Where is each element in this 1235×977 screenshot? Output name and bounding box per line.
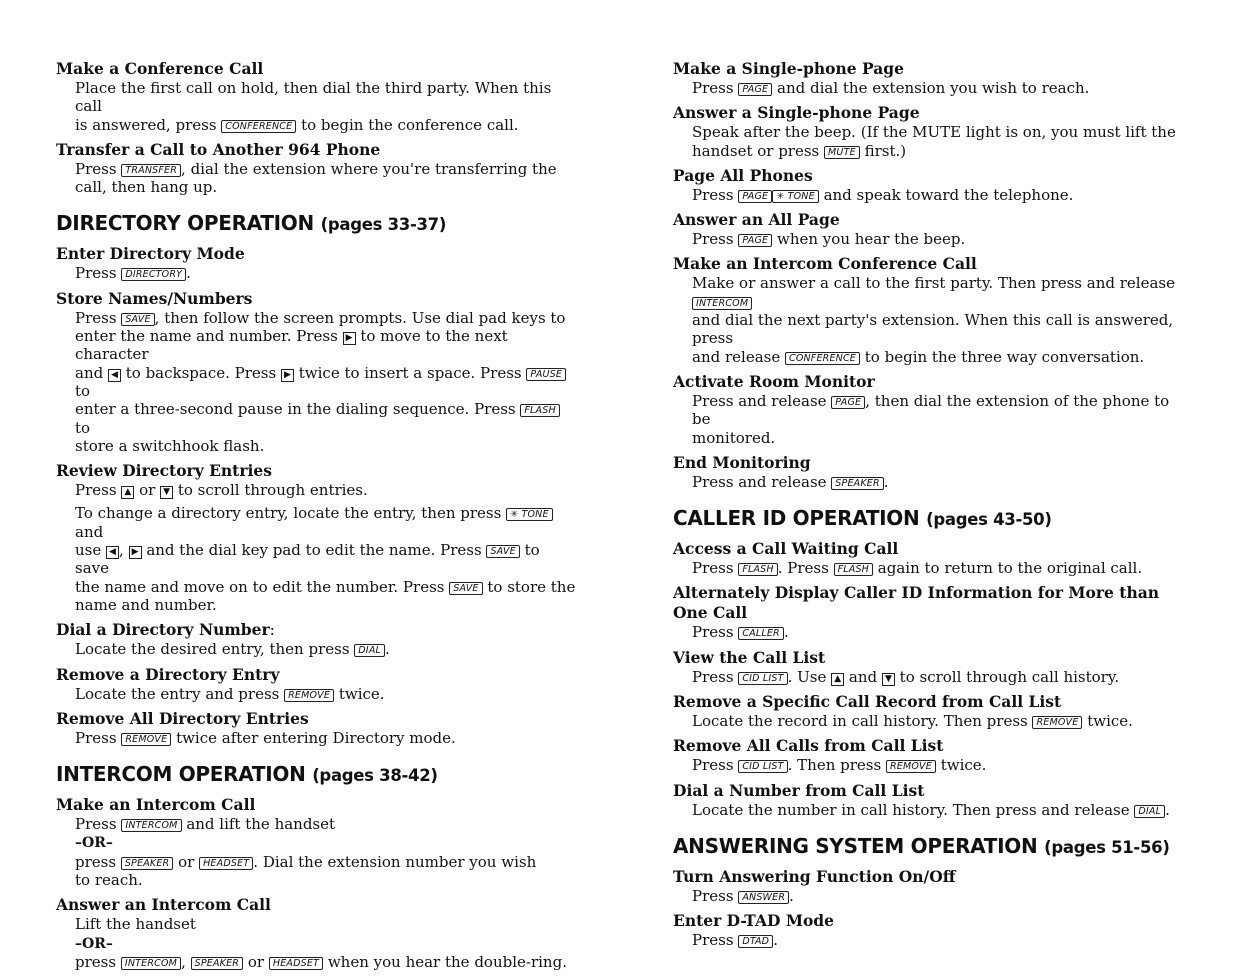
entry-title: Page All Phones xyxy=(673,165,813,185)
instruction-line: name and number. xyxy=(75,595,217,614)
instruction-entry xyxy=(673,911,1188,949)
entry-title: Dial a Directory Number: xyxy=(56,620,275,640)
instruction-entry xyxy=(56,461,576,614)
instruction-entry xyxy=(673,867,1188,905)
entry-title: Turn Answering Function On/Off xyxy=(673,866,956,886)
instruction-line: To change a directory entry, locate the entry, then press ✳ TONE and xyxy=(75,504,576,541)
section-title: DIRECTORY OPERATION xyxy=(56,211,314,236)
instruction-line: use ◀ , ▶ and the dial key pad to edit the name. Press SAVE to save xyxy=(75,541,540,578)
right-column xyxy=(673,59,1188,956)
instruction-paragraph xyxy=(56,264,576,282)
right-arrow-key-icon: ▶ xyxy=(281,369,294,382)
key-label: HEADSET xyxy=(269,957,323,970)
instruction-paragraph xyxy=(673,274,1188,365)
key-label: ✳ TONE xyxy=(506,508,553,521)
instruction-entry xyxy=(56,289,576,455)
instruction-line: Press REMOVE twice after entering Directory mode. xyxy=(75,728,456,747)
entry-title: Answer an Intercom Call xyxy=(56,895,271,915)
instruction-line: Speak after the beep. (If the MUTE light is on, you must lift the xyxy=(692,123,1176,142)
section-pages: (pages 43-50) xyxy=(926,510,1052,530)
instruction-line: Locate the record in call history. Then press REMOVE twice. xyxy=(692,712,1133,731)
key-label: ✳ TONE xyxy=(772,190,819,203)
key-label: TRANSFER xyxy=(121,164,181,177)
instruction-paragraph xyxy=(56,729,576,747)
instruction-entry xyxy=(56,795,576,889)
instruction-paragraph xyxy=(56,160,576,197)
instruction-paragraph xyxy=(673,186,1188,204)
key-label: SPEAKER xyxy=(191,957,244,970)
entry-title: Remove a Specific Call Record from Call List xyxy=(673,692,1062,712)
section-pages: (pages 38-42) xyxy=(312,766,438,786)
key-label: PAUSE xyxy=(526,368,566,381)
instruction-paragraph xyxy=(56,504,576,614)
or-separator: –OR– xyxy=(75,835,113,852)
or-separator: –OR– xyxy=(75,935,113,952)
instruction-paragraph xyxy=(673,230,1188,248)
left-arrow-key-icon: ◀ xyxy=(108,369,121,382)
key-label: REMOVE xyxy=(886,760,936,773)
instruction-line: Press INTERCOM and lift the handset xyxy=(75,815,336,834)
instruction-line: Press CALLER . xyxy=(692,623,789,642)
instruction-line: Press SAVE , then follow the screen prompts. Use dial pad keys to xyxy=(75,308,566,327)
entry-title: Alternately Display Caller ID Information for More than One Call xyxy=(673,583,1160,623)
section-title: ANSWERING SYSTEM OPERATION xyxy=(673,833,1038,858)
instruction-paragraph xyxy=(673,473,1188,491)
instruction-entry xyxy=(673,372,1188,447)
up-arrow-key-icon: ▲ xyxy=(831,673,844,686)
key-label: REMOVE xyxy=(284,689,334,702)
instruction-line: press INTERCOM , SPEAKER or HEADSET when you hear the double-ring. xyxy=(75,952,567,971)
entry-title: Review Directory Entries xyxy=(56,461,272,481)
instruction-line: is answered, press CONFERENCE to begin the conference call. xyxy=(75,115,519,134)
key-label: DTAD xyxy=(738,935,773,948)
instruction-line: and dial the next party's extension. When this call is answered, press xyxy=(692,311,1174,348)
instruction-paragraph xyxy=(56,685,576,703)
key-label: CALLER xyxy=(738,627,784,640)
section-pages: (pages 51-56) xyxy=(1044,837,1170,857)
key-label: SAVE xyxy=(121,313,154,326)
key-label: FLASH xyxy=(738,563,777,576)
left-arrow-key-icon: ◀ xyxy=(106,546,119,559)
entry-title: Make a Single-phone Page xyxy=(673,59,904,78)
instruction-line: Press ▲ or ▼ to scroll through entries. xyxy=(75,481,368,500)
key-label: PAGE xyxy=(738,190,772,203)
instruction-line: Press PAGE and dial the extension you wish to reach. xyxy=(692,79,1090,97)
instruction-entry xyxy=(673,103,1188,160)
instruction-line: Locate the number in call history. Then press and release DIAL . xyxy=(692,800,1170,819)
section-pages: (pages 33-37) xyxy=(320,215,447,235)
entry-title: Make an Intercom Call xyxy=(56,795,256,815)
instruction-paragraph xyxy=(56,815,576,889)
instruction-entry xyxy=(56,244,576,282)
key-label: DIAL xyxy=(1134,805,1165,818)
instruction-line: Press PAGE ✳ TONE and speak toward the telephone. xyxy=(692,185,1074,204)
instruction-paragraph xyxy=(673,392,1188,447)
entry-title: End Monitoring xyxy=(673,452,811,472)
instruction-paragraph xyxy=(673,931,1188,949)
instruction-line: call, then hang up. xyxy=(75,178,218,197)
instruction-line: Locate the entry and press REMOVE twice. xyxy=(75,684,385,703)
instruction-line: store a switchhook flash. xyxy=(75,436,265,455)
key-label: INTERCOM xyxy=(692,297,752,310)
instruction-paragraph xyxy=(56,481,576,499)
entry-title: Enter Directory Mode xyxy=(56,244,245,264)
entry-title: View the Call List xyxy=(673,647,826,667)
key-label: SPEAKER xyxy=(831,477,884,490)
instruction-paragraph xyxy=(56,915,576,971)
instruction-line: to reach. xyxy=(75,871,143,890)
instruction-entry xyxy=(673,583,1188,641)
right-arrow-key-icon: ▶ xyxy=(129,546,142,559)
section-heading xyxy=(56,210,576,238)
key-label: SAVE xyxy=(486,545,519,558)
key-label: PAGE xyxy=(738,83,772,96)
instruction-entry xyxy=(673,692,1188,730)
instruction-line: Press CID LIST . Then press REMOVE twice. xyxy=(692,756,987,775)
instruction-entry xyxy=(56,620,576,658)
section-heading xyxy=(673,505,1188,533)
instruction-line: Press and release SPEAKER . xyxy=(692,472,889,491)
key-label: PAGE xyxy=(738,234,772,247)
section-title: INTERCOM OPERATION xyxy=(56,762,306,787)
key-label: CID LIST xyxy=(738,672,787,685)
instruction-line: enter the name and number. Press ▶ to move to the next character xyxy=(75,327,508,364)
key-label: DIRECTORY xyxy=(121,268,186,281)
instruction-line: Locate the desired entry, then press DIAL . xyxy=(75,640,390,659)
instruction-line: Press DIRECTORY . xyxy=(75,264,191,283)
key-label: MUTE xyxy=(824,146,860,159)
instruction-line: monitored. xyxy=(692,428,776,447)
section-title: CALLER ID OPERATION xyxy=(673,506,920,531)
instruction-line: and ◀ to backspace. Press ▶ twice to insert a space. Press PAUSE to xyxy=(75,364,576,401)
instruction-line: Press TRANSFER , dial the extension where you're transferring the xyxy=(75,159,557,178)
key-label: CID LIST xyxy=(738,760,787,773)
key-label: SAVE xyxy=(449,582,482,595)
key-label: FLASH xyxy=(834,563,873,576)
instruction-paragraph xyxy=(673,712,1188,730)
instruction-line: Press DTAD . xyxy=(692,931,778,950)
down-arrow-key-icon: ▼ xyxy=(882,673,895,686)
entry-title: Make an Intercom Conference Call xyxy=(673,254,977,274)
key-label: PAGE xyxy=(831,396,865,409)
key-label: DIAL xyxy=(354,644,385,657)
entry-title: Activate Room Monitor xyxy=(673,371,875,391)
section-heading xyxy=(56,761,576,789)
instruction-line: press SPEAKER or HEADSET . Dial the extension number you wish xyxy=(75,852,537,871)
key-label: HEADSET xyxy=(199,857,253,870)
instruction-line: Press PAGE when you hear the beep. xyxy=(692,230,966,249)
entry-title: Enter D-TAD Mode xyxy=(673,911,835,931)
instruction-paragraph xyxy=(673,123,1188,160)
up-arrow-key-icon: ▲ xyxy=(121,486,134,499)
key-label: REMOVE xyxy=(121,733,171,746)
entry-title: Remove a Directory Entry xyxy=(56,664,280,684)
key-label: FLASH xyxy=(520,404,559,417)
section-heading xyxy=(673,833,1188,861)
instruction-line: Make or answer a call to the first party. Then press and release INTERCOM xyxy=(692,274,1175,309)
instruction-entry xyxy=(56,665,576,703)
instruction-entry xyxy=(673,254,1188,365)
instruction-line: Lift the handset xyxy=(75,915,196,934)
instruction-paragraph xyxy=(56,309,576,455)
instruction-paragraph xyxy=(673,756,1188,774)
entry-title: Answer an All Page xyxy=(673,210,840,230)
instruction-entry xyxy=(673,781,1188,819)
instruction-line: the name and move on to edit the number. Press SAVE to store the xyxy=(75,577,576,596)
instruction-entry xyxy=(673,648,1188,686)
instruction-line: and release CONFERENCE to begin the three way conversation. xyxy=(692,347,1145,366)
key-label: CONFERENCE xyxy=(785,352,860,365)
instruction-paragraph xyxy=(673,623,1188,641)
instruction-entry xyxy=(673,210,1188,248)
instruction-paragraph xyxy=(673,559,1188,577)
entry-title: Remove All Calls from Call List xyxy=(673,736,944,756)
instruction-line: Place the first call on hold, then dial the third party. When this call xyxy=(75,79,552,116)
instruction-paragraph xyxy=(673,668,1188,686)
instruction-line xyxy=(75,934,576,953)
instruction-line: Press and release PAGE , then dial the extension of the phone to be xyxy=(692,391,1170,429)
instruction-entry xyxy=(673,59,1188,97)
key-label: INTERCOM xyxy=(121,819,181,832)
entry-title: Remove All Directory Entries xyxy=(56,708,309,728)
instruction-entry xyxy=(56,140,576,197)
instruction-line: Press CID LIST . Use ▲ and ▼ to scroll through call history. xyxy=(692,667,1120,686)
entry-title: Dial a Number from Call List xyxy=(673,780,925,800)
instruction-entry xyxy=(56,59,576,134)
key-label: INTERCOM xyxy=(121,957,181,970)
instruction-entry xyxy=(56,895,576,971)
entry-title: Answer a Single-phone Page xyxy=(673,103,920,123)
down-arrow-key-icon: ▼ xyxy=(160,486,173,499)
right-arrow-key-icon: ▶ xyxy=(343,332,356,345)
instruction-paragraph xyxy=(673,887,1188,905)
key-label: ANSWER xyxy=(738,891,789,904)
key-label: CONFERENCE xyxy=(221,120,296,133)
entry-title: Access a Call Waiting Call xyxy=(673,539,899,559)
entry-title: Transfer a Call to Another 964 Phone xyxy=(56,139,381,159)
instruction-paragraph xyxy=(673,79,1188,97)
instruction-line xyxy=(75,833,576,852)
instruction-paragraph xyxy=(56,79,576,134)
instruction-entry xyxy=(673,453,1188,491)
entry-title: Store Names/Numbers xyxy=(56,288,253,308)
instruction-line: Press ANSWER . xyxy=(692,886,794,905)
instruction-entry xyxy=(673,166,1188,204)
key-label: REMOVE xyxy=(1032,716,1082,729)
entry-title: Make a Conference Call xyxy=(56,59,264,78)
instruction-paragraph xyxy=(56,640,576,658)
instruction-entry xyxy=(673,539,1188,577)
instruction-line: handset or press MUTE first.) xyxy=(692,141,907,160)
instruction-line: enter a three-second pause in the dialing sequence. Press FLASH to xyxy=(75,400,576,437)
instruction-entry xyxy=(56,709,576,747)
instruction-entry xyxy=(673,736,1188,774)
left-column xyxy=(56,59,576,977)
key-label: SPEAKER xyxy=(121,857,174,870)
instruction-line: Press FLASH . Press FLASH again to return to the original call. xyxy=(692,559,1143,578)
instruction-paragraph xyxy=(673,801,1188,819)
